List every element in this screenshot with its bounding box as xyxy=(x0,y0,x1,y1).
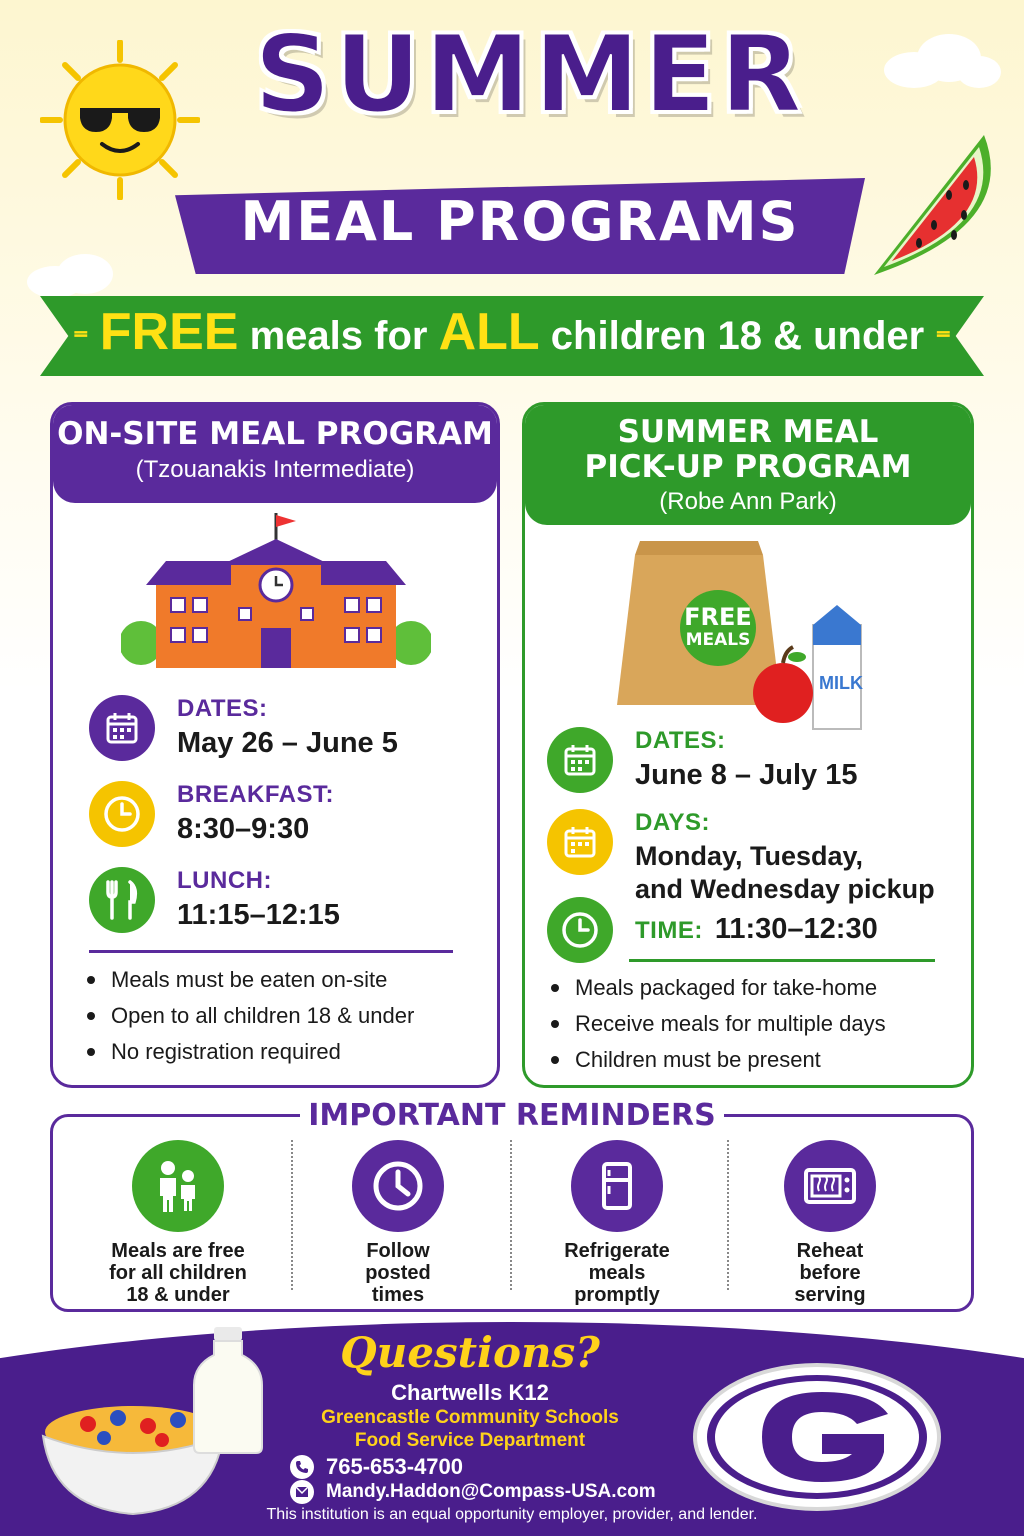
onsite-title: ON-SITE MEAL PROGRAM xyxy=(57,416,493,452)
divider xyxy=(629,959,935,962)
page-subtitle: MEAL PROGRAMS xyxy=(240,190,800,253)
clock-icon xyxy=(352,1140,444,1232)
banner-meals-for: meals for xyxy=(249,314,428,358)
calendar-icon xyxy=(547,727,613,793)
pickup-days-row xyxy=(547,809,935,905)
lunch-label: LUNCH: xyxy=(177,867,272,894)
onsite-card-header xyxy=(53,405,497,503)
watermelon-icon xyxy=(854,125,1004,295)
reminder-text: for all children xyxy=(109,1262,247,1284)
list-item: Receive meals for multiple days xyxy=(549,1011,886,1037)
pickup-dates-row xyxy=(547,727,857,793)
milk-bottle-icon xyxy=(192,1325,264,1455)
cloud-icon xyxy=(874,30,1004,90)
reminder-text: serving xyxy=(794,1284,866,1306)
breakfast-value: 8:30–9:30 xyxy=(177,813,310,845)
pickup-days-value-1: Monday, Tuesday, xyxy=(635,841,864,871)
list-item: Meals must be eaten on-site xyxy=(85,967,414,993)
spark-icon: ⁼ xyxy=(935,323,952,356)
reminder-text: before xyxy=(799,1262,861,1284)
reminder-text: promptly xyxy=(574,1284,660,1306)
reminder-text: meals xyxy=(588,1262,646,1284)
clock-icon xyxy=(547,897,613,963)
sun-with-sunglasses-icon xyxy=(40,40,200,200)
pickup-dates-value: June 8 – July 15 xyxy=(635,759,858,791)
phone-number[interactable]: 765-653-4700 xyxy=(326,1454,464,1479)
list-item: Open to all children 18 & under xyxy=(85,1003,414,1029)
bag-meals-text: MEALS xyxy=(685,630,751,650)
reminder-item xyxy=(290,1140,506,1306)
breakfast-label: BREAKFAST: xyxy=(177,781,335,808)
pickup-title-line1: SUMMER MEAL xyxy=(617,414,879,450)
spark-icon: ⁼ xyxy=(72,323,89,356)
calendar-icon xyxy=(547,809,613,875)
company-name: Chartwells K12 xyxy=(391,1380,549,1405)
school-name: Greencastle Community Schools xyxy=(321,1407,619,1428)
pickup-card-header xyxy=(525,405,971,525)
list-item: No registration required xyxy=(85,1039,414,1065)
milk-label: MILK xyxy=(819,673,863,693)
email-contact[interactable] xyxy=(290,1480,656,1504)
questions-heading: Questions? xyxy=(340,1328,600,1377)
reminder-item xyxy=(70,1140,286,1306)
pickup-time-value: 11:30–12:30 xyxy=(714,913,878,946)
school-building-icon xyxy=(121,513,431,673)
onsite-dates-label: DATES: xyxy=(177,695,268,722)
calendar-icon xyxy=(89,695,155,761)
onsite-dates-value: May 26 – June 5 xyxy=(177,727,398,759)
pickup-time-label: TIME: xyxy=(635,917,703,945)
banner-text xyxy=(40,302,984,362)
pickup-bullet-list xyxy=(549,975,886,1083)
onsite-location: (Tzouanakis Intermediate) xyxy=(135,455,415,483)
onsite-program-card xyxy=(50,402,500,1088)
onsite-breakfast-row xyxy=(89,781,334,847)
pickup-days-value-2: and Wednesday pickup xyxy=(635,874,935,905)
equal-opportunity-statement: This institution is an equal opportunity employer, provider, and lender. xyxy=(266,1506,758,1523)
pickup-location: (Robe Ann Park) xyxy=(659,488,837,516)
email-address[interactable]: Mandy.Haddon@Compass-USA.com xyxy=(326,1481,656,1502)
reminder-item xyxy=(722,1140,938,1306)
reminder-text: 18 & under xyxy=(126,1284,230,1306)
onsite-dates-row xyxy=(89,695,398,761)
pickup-days-label: DAYS: xyxy=(635,809,710,836)
banner-children: children 18 & under xyxy=(550,314,925,358)
page-title: SUMMER xyxy=(254,13,806,136)
reminder-text: Meals are free xyxy=(111,1240,245,1262)
greencastle-g-logo xyxy=(692,1362,942,1512)
reminder-text: Refrigerate xyxy=(564,1240,670,1262)
phone-icon xyxy=(290,1455,314,1479)
banner-free: FREE xyxy=(99,303,239,361)
divider xyxy=(89,950,453,953)
reminder-item xyxy=(509,1140,725,1306)
bag-free-text: FREE xyxy=(684,603,752,631)
reminder-text: Reheat xyxy=(796,1240,864,1262)
clock-icon xyxy=(89,781,155,847)
bag-label xyxy=(675,605,761,649)
onsite-lunch-row xyxy=(89,867,340,933)
department-name: Food Service Department xyxy=(354,1430,586,1451)
reminder-text: times xyxy=(371,1284,425,1306)
phone-contact[interactable] xyxy=(290,1454,463,1480)
email-icon xyxy=(290,1480,314,1504)
fridge-icon xyxy=(571,1140,663,1232)
banner-all: ALL xyxy=(438,303,540,361)
lunch-value: 11:15–12:15 xyxy=(177,899,340,931)
onsite-bullet-list xyxy=(85,967,414,1075)
reminder-text: posted xyxy=(365,1262,431,1284)
cloud-icon xyxy=(20,250,130,300)
pickup-dates-label: DATES: xyxy=(635,727,726,754)
pickup-program-card xyxy=(522,402,974,1088)
pickup-title-line2: PICK-UP PROGRAM xyxy=(584,448,912,485)
reminders-title: IMPORTANT REMINDERS xyxy=(300,1098,724,1133)
pickup-time-row xyxy=(547,897,878,963)
microwave-icon xyxy=(784,1140,876,1232)
children-icon xyxy=(132,1140,224,1232)
list-item: Children must be present xyxy=(549,1047,886,1073)
reminder-text: Follow xyxy=(366,1240,430,1262)
list-item: Meals packaged for take-home xyxy=(549,975,886,1001)
fork-knife-icon xyxy=(89,867,155,933)
